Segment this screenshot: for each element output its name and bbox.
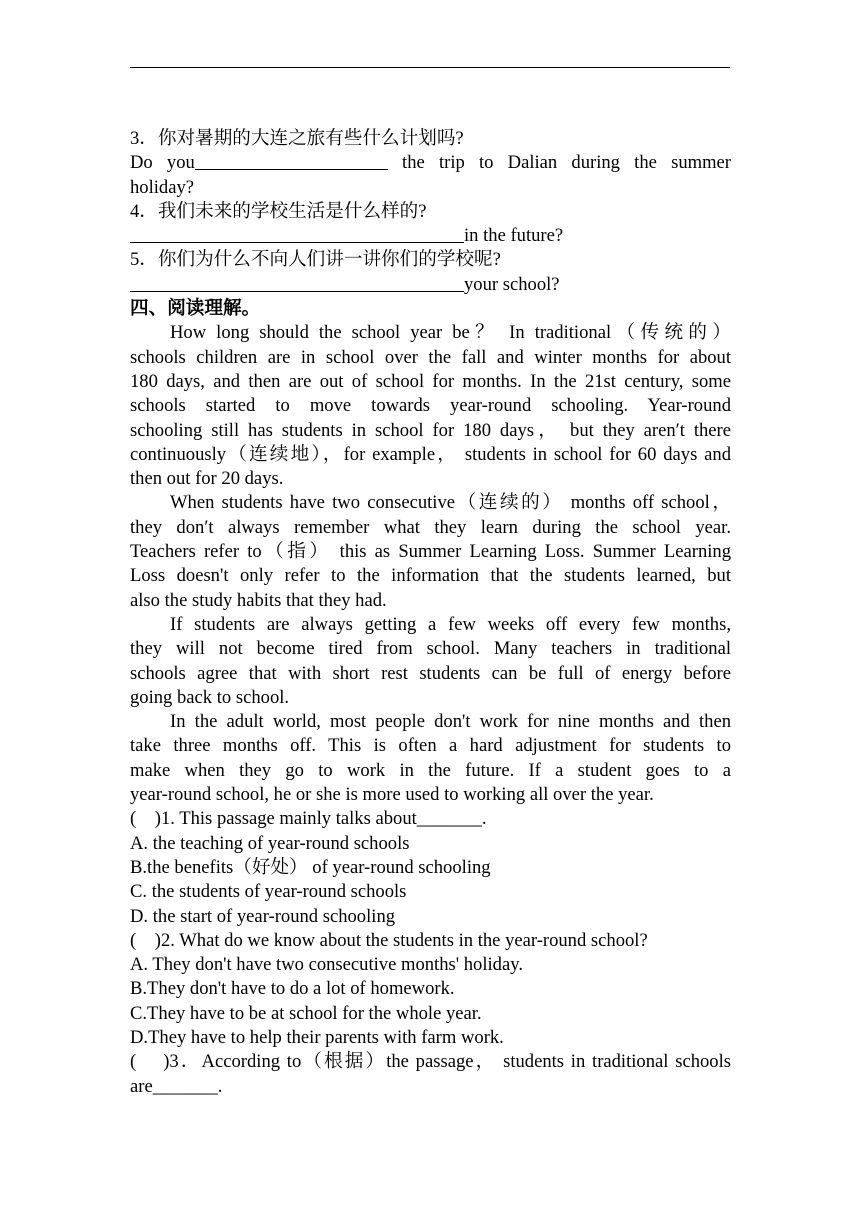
passage-line: continuously（连续地），for example， students in school for 60 days and <box>130 443 731 465</box>
passage-line: Loss doesn't only refer to the information that the students learned, but <box>130 565 731 587</box>
passage-line: When students have two consecutive（连续的） months off school， <box>170 492 731 514</box>
item-number: 5 <box>130 249 140 271</box>
translation-item-5-prompt <box>130 248 731 272</box>
answer-text-after: your school? <box>464 273 560 295</box>
answer-text-after: the trip to Dalian during the summer <box>402 152 731 174</box>
passage-paragraph-1 <box>130 321 731 491</box>
passage-line: then out for 20 days. <box>130 468 284 490</box>
item-number: 4 <box>130 200 140 222</box>
passage-paragraph-2 <box>130 491 731 612</box>
chinese-sentence: 你们为什么不向人们讲一讲你们的学校呢? <box>157 249 501 271</box>
translation-item-4-answer-line <box>130 224 731 248</box>
translation-item-5-answer-line <box>130 273 731 297</box>
passage-paragraph-4 <box>130 710 731 807</box>
answer-option-a[interactable]: A. the teaching of year-round schools <box>130 832 410 854</box>
question-stem: ( )2. What do we know about the students in the year-round school? <box>130 929 648 951</box>
passage-line: schools children are in school over the fall and winter months for about <box>130 346 731 368</box>
passage-line: going back to school. <box>130 686 290 708</box>
question-stem: ( )3．According to（根据）the passage， students in traditional schools <box>130 1051 731 1073</box>
item-number-dot: ． <box>139 200 158 222</box>
answer-option-d[interactable]: D. the start of year-round schooling <box>130 905 396 927</box>
passage-line: In the adult world, most people don't work for nine months and then <box>170 711 731 733</box>
translation-item-3-answer-line <box>130 151 731 175</box>
question-stem-continuation: are_______. <box>130 1075 223 1097</box>
translation-item-3-answer-line-2: holiday? <box>130 176 195 198</box>
passage-line: they don′t always remember what they learn during the school year. <box>130 516 731 538</box>
item-number-dot: ． <box>139 249 158 271</box>
passage-line: If students are always getting a few weeks off every few months, <box>170 613 731 635</box>
translation-item-3-prompt <box>130 127 731 151</box>
passage-line: schools agree that with short rest students can be full of energy before <box>130 662 731 684</box>
translation-item-4-prompt <box>130 200 731 224</box>
section-title: 四、阅读理解。 <box>130 298 261 320</box>
question-1 <box>130 807 731 928</box>
question-stem: ( )1. This passage mainly talks about_______. <box>130 808 487 830</box>
passage-line: schooling still has students in school for 180 days， but they aren′t there <box>130 419 731 441</box>
passage-line: 180 days, and then are out of school for months. In the 21st century, some <box>130 370 731 392</box>
answer-blank[interactable] <box>130 225 464 243</box>
answer-option-c[interactable]: C. the students of year-round schools <box>130 881 407 903</box>
answer-option-a[interactable]: A. They don't have two consecutive months' holiday. <box>130 954 523 976</box>
question-2 <box>130 929 731 1050</box>
passage-line: schools started to move towards year-round schooling. Year-round <box>130 395 731 417</box>
question-3 <box>130 1050 731 1099</box>
header-rule <box>130 67 730 68</box>
passage-line: Teachers refer to（指） this as Summer Learning Loss. Summer Learning <box>130 541 731 563</box>
answer-blank[interactable] <box>130 274 464 292</box>
answer-option-d[interactable]: D.They have to help their parents with farm work. <box>130 1026 504 1048</box>
passage-line: year-round school, he or she is more used to working all over the year. <box>130 784 654 806</box>
chinese-sentence: 你对暑期的大连之旅有些什么计划吗? <box>157 128 464 149</box>
answer-option-c[interactable]: C.They have to be at school for the whole year. <box>130 1002 482 1024</box>
passage-line: also the study habits that they had. <box>130 589 387 611</box>
answer-option-b[interactable]: B.the benefits（好处） of year-round schooling <box>130 856 491 878</box>
chinese-sentence: 我们未来的学校生活是什么样的? <box>157 200 427 222</box>
answer-option-b[interactable]: B.They don't have to do a lot of homework. <box>130 978 455 1000</box>
item-number: 3 <box>130 128 140 149</box>
passage-line: make when they go to work in the future. If a student goes to a <box>130 759 731 781</box>
answer-text-after: in the future? <box>464 225 564 247</box>
passage-paragraph-3 <box>130 613 731 710</box>
passage-line: take three months off. This is often a hard adjustment for students to <box>130 735 731 757</box>
document-body <box>130 127 731 1099</box>
answer-blank[interactable] <box>195 152 388 170</box>
passage-line: How long should the school year be？ In traditional（传统的） <box>170 322 731 344</box>
item-number-dot: ． <box>139 128 158 149</box>
passage-line: they will not become tired from school. Many teachers in traditional <box>130 638 731 660</box>
answer-text-before: Do you <box>130 152 195 174</box>
